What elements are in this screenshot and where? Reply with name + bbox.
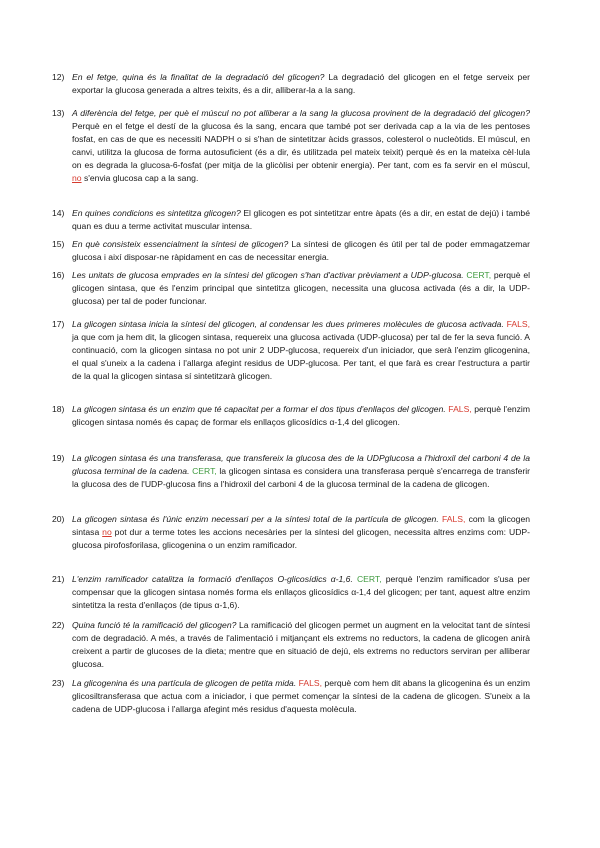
question-text: En el fetge, quina és la finalitat de la degradació del glicogen? — [72, 72, 325, 82]
verdict-label: FALS, — [441, 514, 466, 524]
verdict-label: FALS, — [445, 404, 472, 414]
question-body — [72, 318, 530, 383]
question-13 — [52, 107, 530, 186]
question-text: La glicogen sintasa inicia la síntesi del glicogen, al condensar les dues primeres molècules de glucosa activada. — [72, 319, 504, 329]
question-body — [72, 513, 530, 552]
question-18 — [52, 403, 530, 429]
question-number: 18) — [52, 404, 65, 414]
question-text: A diferència del fetge, per què el múscul no pot alliberar a la sang la glucosa provinent de la degradació del glicogen? — [72, 108, 530, 118]
question-number: 20) — [52, 514, 65, 524]
negation-highlight: no — [72, 173, 82, 184]
verdict-label: CERT, — [352, 574, 382, 584]
question-21 — [52, 573, 530, 612]
verdict-label: FALS, — [296, 678, 323, 688]
question-body — [72, 573, 530, 612]
verdict-label: CERT, — [463, 270, 492, 280]
negation-highlight: no — [102, 527, 112, 538]
answer-text: La degradació del glicogen en el fetge serveix per exportar la glucosa generada a altres teixits, és a dir, alliberar-la a la sang. — [72, 72, 530, 96]
question-text: Les unitats de glucosa emprades en la síntesi del glicogen s'han d'activar prèviament a UDP-glucosa. — [72, 270, 464, 280]
question-number: 15) — [52, 239, 65, 249]
question-number: 16) — [52, 270, 65, 280]
question-20 — [52, 513, 530, 552]
question-body — [72, 452, 530, 491]
question-number: 12) — [52, 72, 65, 82]
question-16 — [52, 269, 530, 308]
question-body — [72, 677, 530, 716]
question-text: La glicogenina és una partícula de glicogen de petita mida. — [72, 678, 297, 688]
question-body — [72, 207, 530, 233]
question-number: 19) — [52, 453, 65, 463]
question-22 — [52, 619, 530, 671]
question-body — [72, 269, 530, 308]
answer-text: perquè com hem dit abans la glicogenina és un enzim glicosiltransferasa que actua com a iniciador, i que permet començar la síntesi de la cadena de glicogen. S'uneix a la cadena de UDP-glucosa i l'allarga afegint més residus d'aquesta molècula. — [72, 678, 530, 715]
answer-text: perquè l'enzim glicogen sintasa només és capaç de formar els enllaços glicosídics α-1,4 del glicogen. — [72, 404, 530, 428]
question-body — [72, 619, 530, 671]
answer-text: ja que com ja hem dit, la glicogen sintasa, requereix una glucosa activada (UDP-glucosa) per tal de fer la seva funció. A continuació, com la glicogen sintasa no pot unir 2 UDP-glucosa, requereix d'un iniciador, que serà l'enzim glicogenina, el qual s'uneix a la cadena i l'allarga afegint residus de UDP-glucosa. Per tant, el que farà es crear l'estructura a partir de la qual la glicogen sintasa sí sintetitzarà glicogen. — [72, 332, 530, 382]
question-text: La glicogen sintasa és l'únic enzim necessari per a la síntesi total de la partícula de glicogen. — [72, 514, 439, 524]
answer-text-end: pot dur a terme totes les accions necesàries per la síntesi del glicogen, necessita altres enzims com: UDP-glucosa pirofosforilasa, glicogenina o un enzim ramificador. — [72, 527, 530, 551]
answer-text-end: s'envia glucosa cap a la sang. — [81, 173, 199, 184]
question-body — [72, 71, 530, 97]
question-number: 17) — [52, 319, 65, 329]
question-number: 22) — [52, 620, 65, 630]
question-body — [72, 107, 530, 186]
answer-text: La ramificació del glicogen permet un augment en la velocitat tant de síntesi com de degradació. A més, a través de l'alimentació i mitjançant els extrems no reductors, la cadena de glicogen anirà creixent a partir de glucoses de la dieta; mentre que en situació de dejú, els extrems no reductors serviran per alliberar glucosa. — [72, 620, 530, 670]
question-body — [72, 238, 530, 264]
question-23 — [52, 677, 530, 716]
question-text: En què consisteix essencialment la síntesi de glicogen? — [72, 239, 289, 249]
answer-text: perquè el glicogen sintasa, que és l'enzim principal que sintetitza glicogen, necessita una glucosa activada (és a dir, la UDP-glucosa) per tal de poder funcionar. — [72, 270, 531, 307]
question-17 — [52, 318, 530, 383]
question-number: 14) — [52, 208, 65, 218]
answer-text: com la glicogen sintasa — [72, 514, 531, 538]
question-text: La glicogen sintasa és una transferasa, que transfereix la glucosa des de la UDPglucosa a l'hidroxil del carboni 4 de la glucosa terminal de la cadena. — [72, 453, 530, 477]
question-body — [72, 403, 530, 429]
question-number: 23) — [52, 678, 65, 688]
answer-text: La síntesi de glicogen és útil per tal de poder emmagatzemar glucosa i així disposar-ne ràpidament en cas de necessitar energia. — [72, 239, 530, 263]
question-number: 13) — [52, 108, 65, 118]
verdict-label: FALS, — [503, 319, 530, 329]
question-text: En quines condicions es sintetitza glicogen? — [72, 208, 241, 218]
answer-text: El glicogen es pot sintetitzar entre àpats (és a dir, en estat de dejú) i també quan es duu a terme activitat muscular intensa. — [72, 208, 530, 232]
question-14 — [52, 207, 530, 233]
question-12 — [52, 71, 530, 97]
answer-text: perquè l'enzim ramificador s'usa per compensar que la glicogen sintasa només forma els enllaços glicosídics α-1,4 del glicogen; per tant, aquest altre enzim sintetitza la resta d'enllaços (de tipus α-1,6). — [72, 574, 531, 611]
answer-text: la glicogen sintasa es considera una transferasa perquè s'encarrega de transferir la glucosa des de l'UDP-glucosa fins a l'hidroxil del carboni 4 de la glucosa terminal de la cadena de glicogen. — [72, 466, 531, 490]
question-text: L'enzim ramificador catalitza la formació d'enllaços O-glicosídics α-1,6. — [72, 574, 353, 584]
question-15 — [52, 238, 530, 264]
verdict-label: CERT, — [189, 466, 217, 477]
question-number: 21) — [52, 574, 65, 584]
question-text: La glicogen sintasa és un enzim que té capacitat per a formar el dos tipus d'enllaços del glicogen. — [72, 404, 446, 414]
question-text: Quina funció té la ramificació del glicogen? — [72, 620, 237, 630]
answer-text: Perquè en el fetge el destí de la glucosa és la sang, encara que també pot ser derivada cap a la via de les pentoses fosfat, en cas de que es necessiti NADPH o si s'han de sintetitzar àcids grassos, colesterol o nucleòtids. El múscul, en canvi, utilitza la glucosa de forma autosuficient (és a dir, és utilitzada pel mateix teixit) perquè és en la mateixa cèl·lula on es degrada la glucosa-6-fosfat (per mitja de la glicòlisi per obtenir energia). Per tant, com es fa servir en el múscul, — [72, 121, 530, 171]
question-19 — [52, 452, 530, 491]
